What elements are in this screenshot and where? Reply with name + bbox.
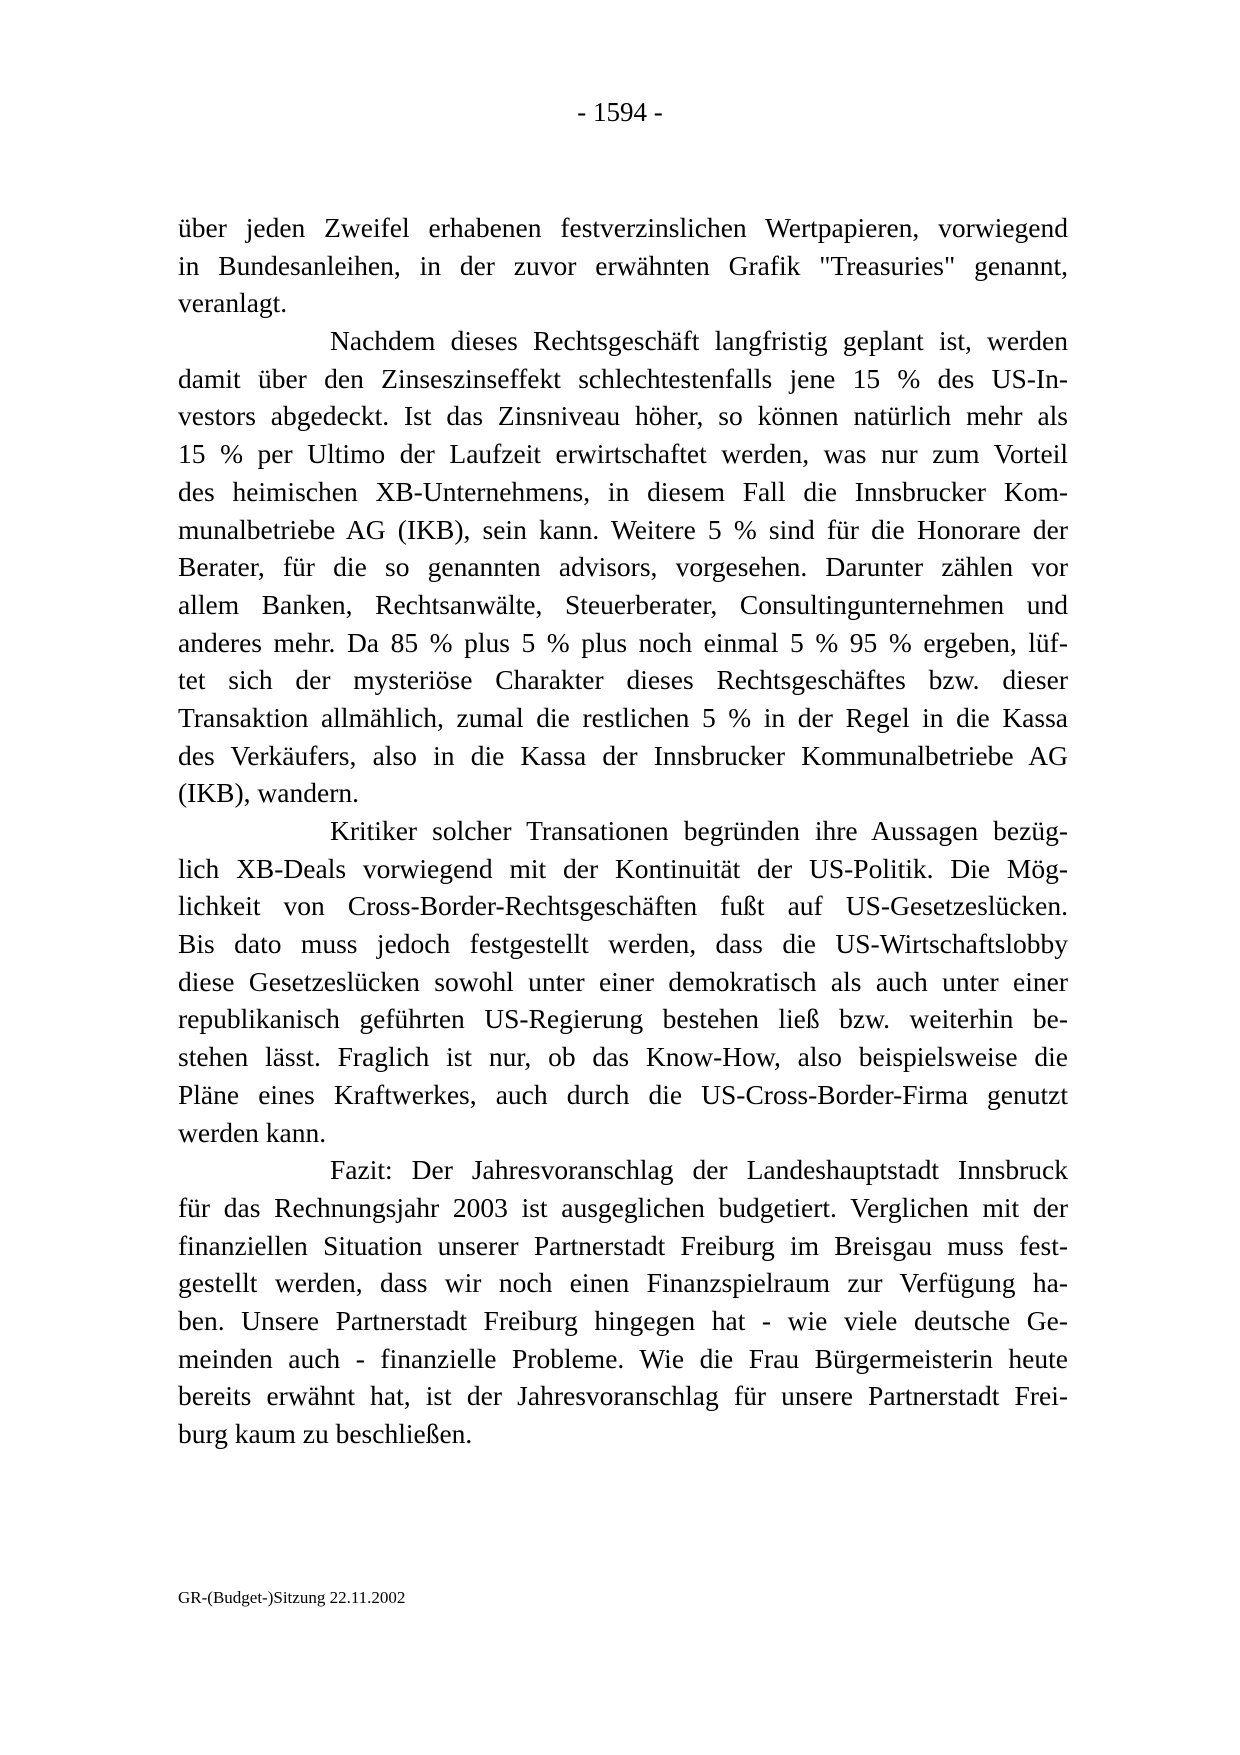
text-line: des Verkäufers, also in die Kassa der Innsbrucker Kommunalbetriebe AG	[178, 739, 1068, 771]
text-line: tet sich der mysteriöse Charakter dieses Rechtsgeschäftes bzw. dieser	[178, 664, 1068, 696]
text-line: Kritiker solcher Transationen begründen ihre Aussagen bezüg-	[330, 815, 1068, 846]
text-line: Berater, für die so genannten advisors, vorgesehen. Darunter zählen vor	[178, 551, 1068, 583]
text-line: finanziellen Situation unserer Partnerstadt Freiburg im Breisgau muss fest-	[178, 1229, 1068, 1261]
text-line: damit über den Zinseszinseffekt schlechtestenfalls jene 15 % des US-In-	[178, 362, 1068, 394]
text-line: veranlagt.	[178, 287, 288, 319]
text-line: meinden auch - finanzielle Probleme. Wie die Frau Bürgermeisterin heute	[178, 1342, 1068, 1374]
text-line: Nachdem dieses Rechtsgeschäft langfristig geplant ist, werden	[330, 325, 1068, 357]
text-line: über jeden Zweifel erhabenen festverzinslichen Wertpapieren, vorwiegend	[178, 212, 1068, 243]
text-line: republikanisch geführten US-Regierung bestehen ließ bzw. weiterhin be-	[178, 1003, 1068, 1035]
text-line: Transaktion allmählich, zumal die restlichen 5 % in der Regel in die Kassa	[178, 701, 1068, 733]
text-line: in Bundesanleihen, in der zuvor erwähnten Grafik "Treasuries" genannt,	[178, 249, 1068, 281]
text-line: vestors abgedeckt. Ist das Zinsniveau höher, so können natürlich mehr als	[178, 400, 1068, 432]
paragraph	[178, 209, 1068, 322]
text-line: ben. Unsere Partnerstadt Freiburg hingegen hat - wie viele deutsche Ge-	[178, 1304, 1068, 1336]
text-line: Pläne eines Kraftwerkes, auch durch die US-Cross-Border-Firma genutzt	[178, 1078, 1068, 1110]
paragraph	[178, 1151, 1068, 1453]
text-line: allem Banken, Rechtsanwälte, Steuerberater, Consultingunternehmen und	[178, 588, 1068, 620]
text-line: (IKB), wandern.	[178, 777, 359, 809]
text-line: lichkeit von Cross-Border-Rechtsgeschäften fußt auf US-Gesetzeslücken.	[178, 890, 1068, 922]
text-line: diese Gesetzeslücken sowohl unter einer demokratisch als auch unter einer	[178, 965, 1068, 997]
text-line: burg kaum zu beschließen.	[178, 1418, 473, 1449]
paragraph	[178, 812, 1068, 1151]
text-line: Bis dato muss jedoch festgestellt werden, dass die US-Wirtschaftslobby	[178, 928, 1068, 960]
text-line: anderes mehr. Da 85 % plus 5 % plus noch einmal 5 % 95 % ergeben, lüf-	[178, 626, 1068, 658]
paragraph	[178, 322, 1068, 812]
text-line: munalbetriebe AG (IKB), sein kann. Weitere 5 % sind für die Honorare der	[178, 513, 1068, 545]
text-line: lich XB-Deals vorwiegend mit der Kontinuität der US-Politik. Die Mög-	[178, 852, 1068, 884]
body-text	[178, 209, 1068, 1453]
footer-session-label: GR-(Budget-)Sitzung 22.11.2002	[178, 1588, 406, 1607]
text-line: bereits erwähnt hat, ist der Jahresvoranschlag für unsere Partnerstadt Frei-	[178, 1380, 1068, 1412]
text-line: des heimischen XB-Unternehmens, in diesem Fall die Innsbrucker Kom-	[178, 475, 1068, 507]
text-line: für das Rechnungsjahr 2003 ist ausgeglichen budgetiert. Verglichen mit der	[178, 1191, 1068, 1223]
text-line: werden kann.	[178, 1116, 327, 1148]
text-line: gestellt werden, dass wir noch einen Finanzspielraum zur Verfügung ha-	[178, 1267, 1068, 1299]
page-number: - 1594 -	[577, 97, 663, 127]
text-line: stehen lässt. Fraglich ist nur, ob das Know-How, also beispielsweise die	[178, 1041, 1068, 1073]
text-line: Fazit: Der Jahresvoranschlag der Landeshauptstadt Innsbruck	[330, 1154, 1068, 1186]
text-line: 15 % per Ultimo der Laufzeit erwirtschaftet werden, was nur zum Vorteil	[178, 438, 1068, 470]
